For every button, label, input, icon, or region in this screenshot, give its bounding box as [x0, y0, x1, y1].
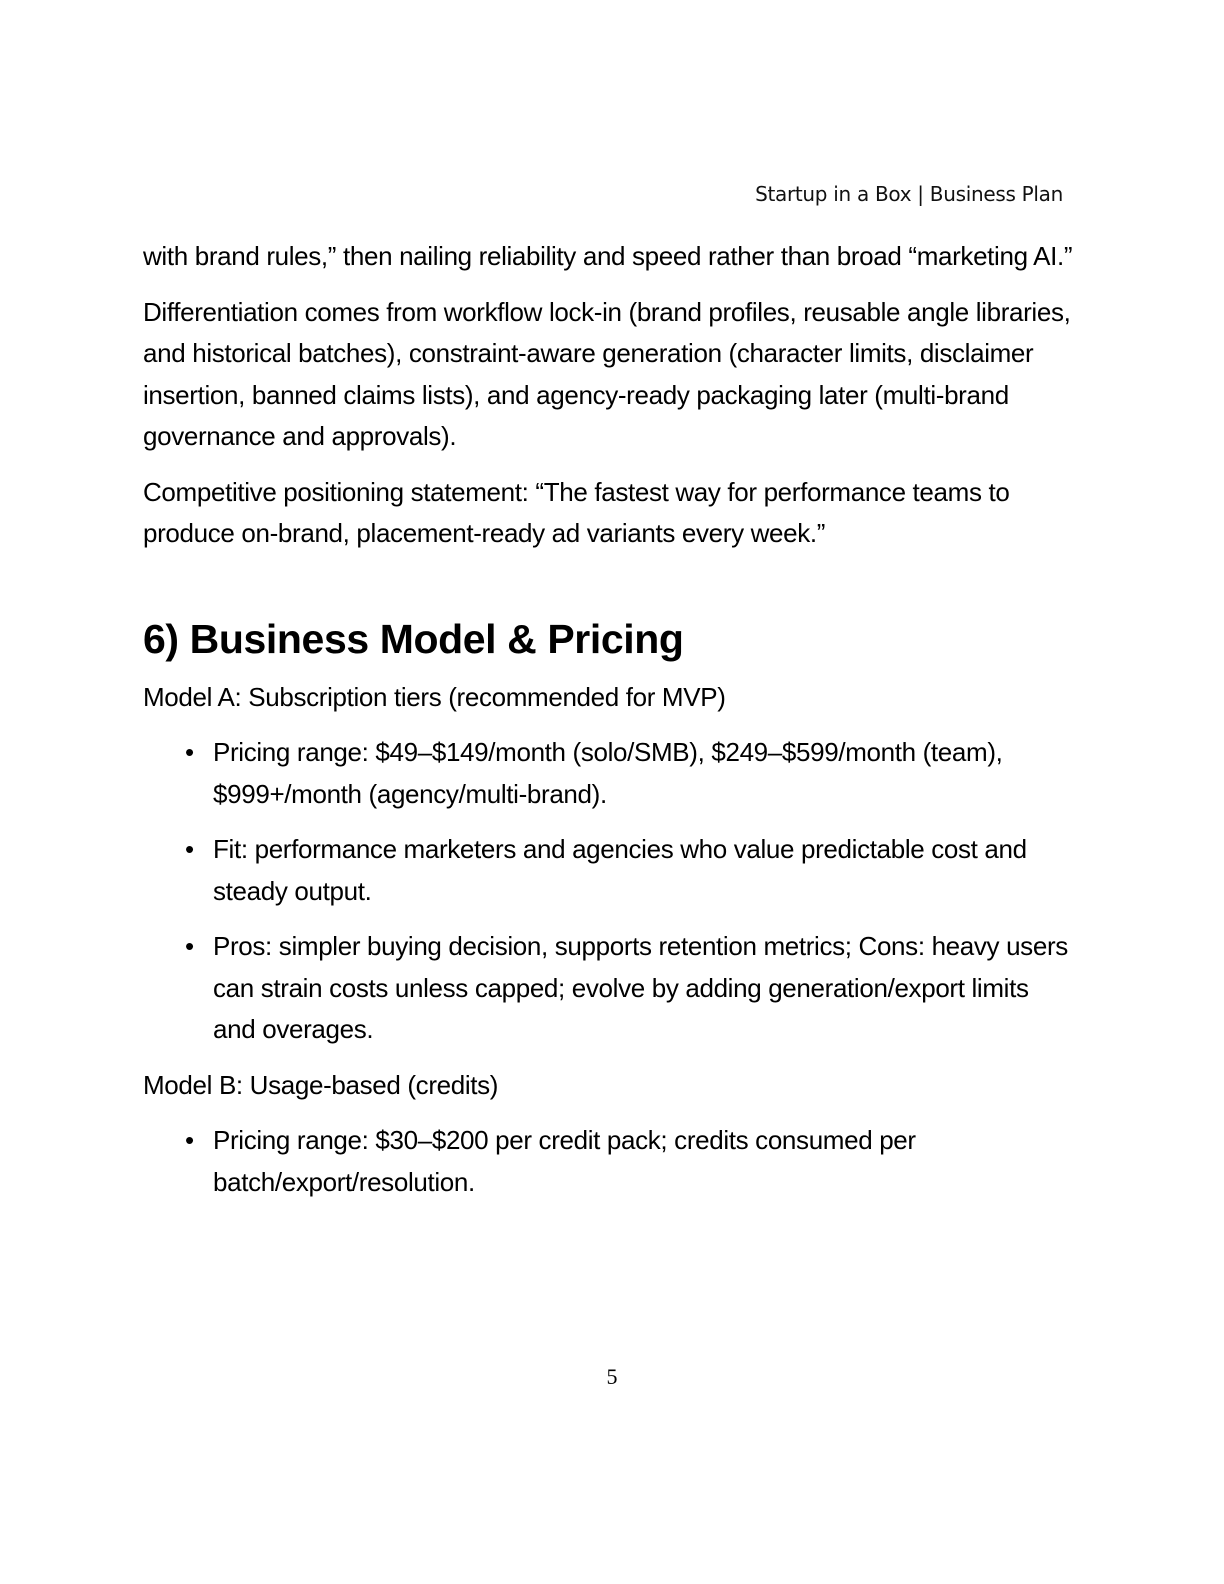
- paragraph-differentiation: Differentiation comes from workflow lock-in (brand profiles, reusable angle libraries, and historical batches), constraint-aware generation (character limits, disclaimer insertion, banned claims lists), and agency-ready packaging later (multi-brand governance and approvals).: [143, 296, 1071, 451]
- model-b-title: Model B: Usage-based (credits): [143, 1069, 499, 1100]
- section-heading: 6) Business Model & Pricing: [143, 615, 684, 662]
- list-item: [185, 1120, 1073, 1203]
- list-item: [185, 829, 1073, 912]
- page-content: [143, 236, 1073, 1217]
- list-item-text: Pricing range: $49–$149/month (solo/SMB), $249–$599/month (team), $999+/month (agency/multi-brand).: [213, 737, 1003, 809]
- list-item-text: Pricing range: $30–$200 per credit pack; credits consumed per batch/export/resolution.: [213, 1125, 916, 1197]
- list-item: [185, 732, 1073, 815]
- paragraph-positioning: Competitive positioning statement: “The fastest way for performance teams to produce on-brand, placement-ready ad variants every week.”: [143, 476, 1010, 548]
- model-a-list: [143, 732, 1073, 1051]
- paragraph-continuation: with brand rules,” then nailing reliability and speed rather than broad “marketing AI.”: [143, 241, 1073, 271]
- running-header: Startup in a Box | Business Plan: [755, 182, 1063, 206]
- bullet-icon: •: [185, 737, 194, 767]
- list-item: [185, 926, 1073, 1051]
- bullet-icon: •: [185, 931, 194, 961]
- model-b-list: [143, 1120, 1073, 1203]
- bullet-icon: •: [185, 1125, 194, 1155]
- model-a-title: Model A: Subscription tiers (recommended for MVP): [143, 681, 726, 712]
- list-item-text: Pros: simpler buying decision, supports retention metrics; Cons: heavy users can strain costs unless capped; evolve by adding generation/export limits and overages.: [213, 931, 1068, 1044]
- list-item-text: Fit: performance marketers and agencies who value predictable cost and steady output.: [213, 834, 1027, 906]
- page-number: 5: [606, 1364, 618, 1389]
- bullet-icon: •: [185, 834, 194, 864]
